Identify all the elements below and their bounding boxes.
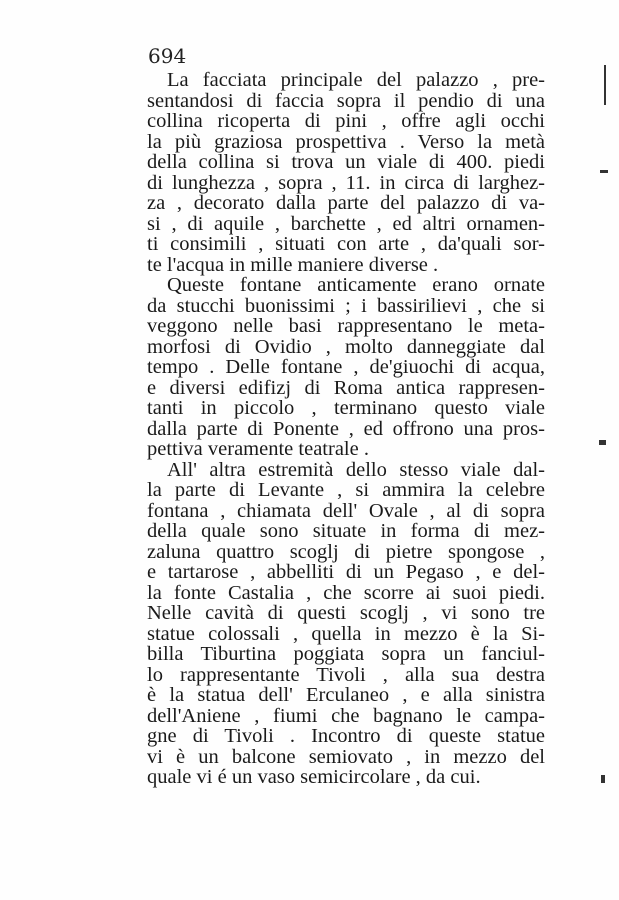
text-line: veggono nelle basi rappresentano le meta- (147, 315, 545, 337)
text-line: tempo . Delle fontane , de'giuochi di acqua, (147, 356, 545, 378)
text-line: tanti in piccolo , terminano questo viale (147, 397, 545, 419)
text-line: e diversi edifizj di Roma antica rappresen- (147, 376, 545, 399)
page-number: 694 (148, 44, 187, 68)
text-line: All' altra estremità dello stesso viale dal- (167, 458, 545, 481)
margin-mark (601, 775, 605, 783)
text-line: dalla parte di Ponente , ed offrono una pros- (147, 417, 545, 440)
paragraph (147, 460, 545, 788)
text-line: la parte di Levante , si ammira la celebre (147, 479, 545, 501)
margin-mark (599, 440, 606, 445)
text-line: Queste fontane anticamente erano ornate (167, 274, 545, 296)
text-line: morfosi di Ovidio , molto danneggiate dal (147, 335, 545, 358)
text-line: pettiva veramente teatrale . (147, 438, 369, 460)
paragraph (147, 70, 545, 275)
text-line: la più graziosa prospettiva . Verso la metà (147, 130, 545, 153)
text-line: della quale sono situate in forma di mez- (147, 520, 545, 542)
text-line: e tartarose , abbelliti di un Pegaso , e del- (147, 561, 545, 583)
text-line: billa Tiburtina poggiata sopra un fanciul- (147, 643, 545, 665)
text-line: lo rappresentante Tivoli , alla sua destra (147, 663, 545, 686)
text-line: gne di Tivoli . Incontro di queste statue (147, 725, 545, 747)
text-line: za , decorato dalla parte del palazzo di va- (147, 192, 545, 214)
text-line: di lunghezza , sopra , 11. in circa di larghez- (147, 171, 545, 194)
text-line: la fonte Castalia , che scorre ai suoi piedi. (147, 581, 545, 604)
margin-mark (600, 170, 608, 173)
text-line: te l'acqua in mille maniere diverse . (147, 253, 439, 276)
text-line: dell'Aniene , fiumi che bagnano le campa- (147, 704, 545, 727)
text-line: sentandosi di faccia sopra il pendio di una (147, 89, 545, 112)
body-text (147, 70, 545, 788)
text-line: della collina si trova un viale di 400. piedi (147, 151, 545, 173)
text-line: ti consimili , situati con arte , da'quali sor- (147, 233, 545, 255)
text-line: si , di aquile , barchette , ed altri ornamen- (147, 212, 545, 235)
text-line: quale vi é un vaso semicircolare , da cui. (147, 766, 481, 788)
text-line: vi è un balcone semiovato , in mezzo del (147, 745, 545, 768)
text-line: collina ricoperta di pini , offre agli occhi (147, 110, 545, 132)
text-line: è la statua dell' Erculaneo , e alla sinistra (147, 684, 545, 706)
margin-mark (604, 65, 606, 105)
text-line: fontana , chiamata dell' Ovale , al di sopra (147, 499, 545, 522)
text-line: da stucchi buonissimi ; i bassirilievi , che si (147, 294, 545, 317)
text-line: La facciata principale del palazzo , pre- (167, 69, 545, 91)
text-line: statue colossali , quella in mezzo è la Si- (147, 622, 545, 645)
paragraph (147, 275, 545, 460)
text-line: zaluna quattro scoglj di pietre spongose , (147, 540, 545, 563)
text-line: Nelle cavità di questi scoglj , vi sono tre (147, 602, 545, 624)
